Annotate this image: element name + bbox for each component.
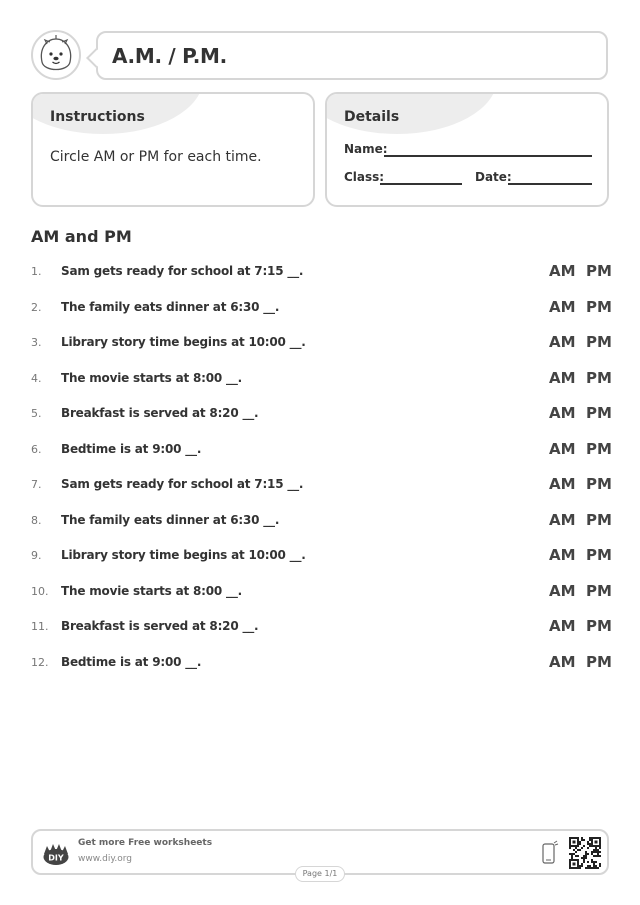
pm-option[interactable]: PM bbox=[586, 404, 612, 422]
question-text: Library story time begins at 10:00 __. bbox=[61, 335, 306, 349]
am-option[interactable]: AM bbox=[549, 581, 576, 600]
name-label: Name: bbox=[344, 142, 388, 156]
question-text: Library story time begins at 10:00 __. bbox=[61, 548, 306, 562]
question-number: 5. bbox=[31, 407, 42, 420]
pm-option[interactable]: PM bbox=[586, 297, 612, 316]
question-row bbox=[0, 361, 640, 397]
question-row bbox=[0, 609, 640, 645]
pm-option[interactable]: PM bbox=[586, 475, 612, 493]
am-option[interactable]: AM bbox=[549, 475, 576, 493]
pm-option[interactable]: PM bbox=[586, 510, 612, 529]
pm-option[interactable]: PM bbox=[586, 439, 612, 458]
qr-code-icon bbox=[569, 837, 601, 869]
details-panel bbox=[325, 92, 609, 207]
question-text: The movie starts at 8:00 __. bbox=[61, 583, 242, 598]
pm-option[interactable]: PM bbox=[586, 617, 612, 635]
mascot-icon bbox=[31, 30, 81, 80]
phone-icon bbox=[541, 840, 559, 866]
question-row bbox=[0, 396, 640, 432]
question-list bbox=[0, 254, 640, 680]
question-text: The family eats dinner at 6:30 __. bbox=[61, 512, 280, 527]
question-text: Breakfast is served at 8:20 __. bbox=[61, 619, 259, 633]
question-row bbox=[0, 645, 640, 681]
question-row bbox=[0, 467, 640, 503]
class-label: Class: bbox=[344, 170, 385, 184]
am-option[interactable]: AM bbox=[549, 368, 576, 387]
am-option[interactable]: AM bbox=[549, 439, 576, 458]
pm-option[interactable]: PM bbox=[586, 368, 612, 387]
instructions-heading: Instructions bbox=[50, 109, 145, 125]
name-field[interactable] bbox=[384, 155, 592, 157]
page-title: A.M. / P.M. bbox=[112, 44, 227, 68]
question-text: Sam gets ready for school at 7:15 __. bbox=[61, 264, 304, 278]
pm-option[interactable]: PM bbox=[586, 546, 612, 564]
logo-text: DIY bbox=[48, 853, 64, 863]
section-heading: AM and PM bbox=[31, 227, 132, 246]
question-number: 2. bbox=[31, 300, 42, 314]
question-row bbox=[0, 432, 640, 468]
question-number: 3. bbox=[31, 336, 42, 349]
class-field[interactable] bbox=[380, 183, 462, 185]
pm-option[interactable]: PM bbox=[586, 652, 612, 671]
footer-url[interactable]: www.diy.org bbox=[78, 854, 132, 864]
date-field[interactable] bbox=[508, 183, 592, 185]
question-number: 8. bbox=[31, 513, 42, 527]
am-option[interactable]: AM bbox=[549, 617, 576, 635]
footer-promo: Get more Free worksheets bbox=[78, 838, 213, 848]
question-number: 1. bbox=[31, 265, 42, 278]
pm-option[interactable]: PM bbox=[586, 262, 612, 280]
diy-logo-icon bbox=[42, 840, 70, 866]
question-row bbox=[0, 538, 640, 574]
am-option[interactable]: AM bbox=[549, 262, 576, 280]
question-number: 10. bbox=[31, 584, 49, 598]
question-row bbox=[0, 325, 640, 361]
question-row bbox=[0, 290, 640, 326]
question-number: 6. bbox=[31, 442, 42, 456]
question-text: The family eats dinner at 6:30 __. bbox=[61, 299, 280, 314]
instructions-panel bbox=[31, 92, 315, 207]
am-option[interactable]: AM bbox=[549, 404, 576, 422]
pm-option[interactable]: PM bbox=[586, 581, 612, 600]
am-option[interactable]: AM bbox=[549, 652, 576, 671]
question-text: Bedtime is at 9:00 __. bbox=[61, 441, 202, 456]
am-option[interactable]: AM bbox=[549, 297, 576, 316]
question-row bbox=[0, 503, 640, 539]
instructions-text: Circle AM or PM for each time. bbox=[50, 149, 262, 165]
details-heading: Details bbox=[344, 109, 400, 125]
question-number: 11. bbox=[31, 620, 49, 633]
question-number: 7. bbox=[31, 478, 42, 491]
am-option[interactable]: AM bbox=[549, 546, 576, 564]
question-number: 4. bbox=[31, 371, 42, 385]
page-indicator: Page 1/1 bbox=[295, 866, 345, 882]
date-label: Date: bbox=[475, 170, 512, 184]
question-text: Breakfast is served at 8:20 __. bbox=[61, 406, 259, 420]
am-option[interactable]: AM bbox=[549, 333, 576, 351]
pm-option[interactable]: PM bbox=[586, 333, 612, 351]
question-number: 9. bbox=[31, 549, 42, 562]
question-text: Sam gets ready for school at 7:15 __. bbox=[61, 477, 304, 491]
question-row bbox=[0, 574, 640, 610]
am-option[interactable]: AM bbox=[549, 510, 576, 529]
question-row bbox=[0, 254, 640, 290]
question-number: 12. bbox=[31, 655, 49, 669]
title-banner bbox=[96, 31, 608, 80]
question-text: Bedtime is at 9:00 __. bbox=[61, 654, 202, 669]
question-text: The movie starts at 8:00 __. bbox=[61, 370, 242, 385]
